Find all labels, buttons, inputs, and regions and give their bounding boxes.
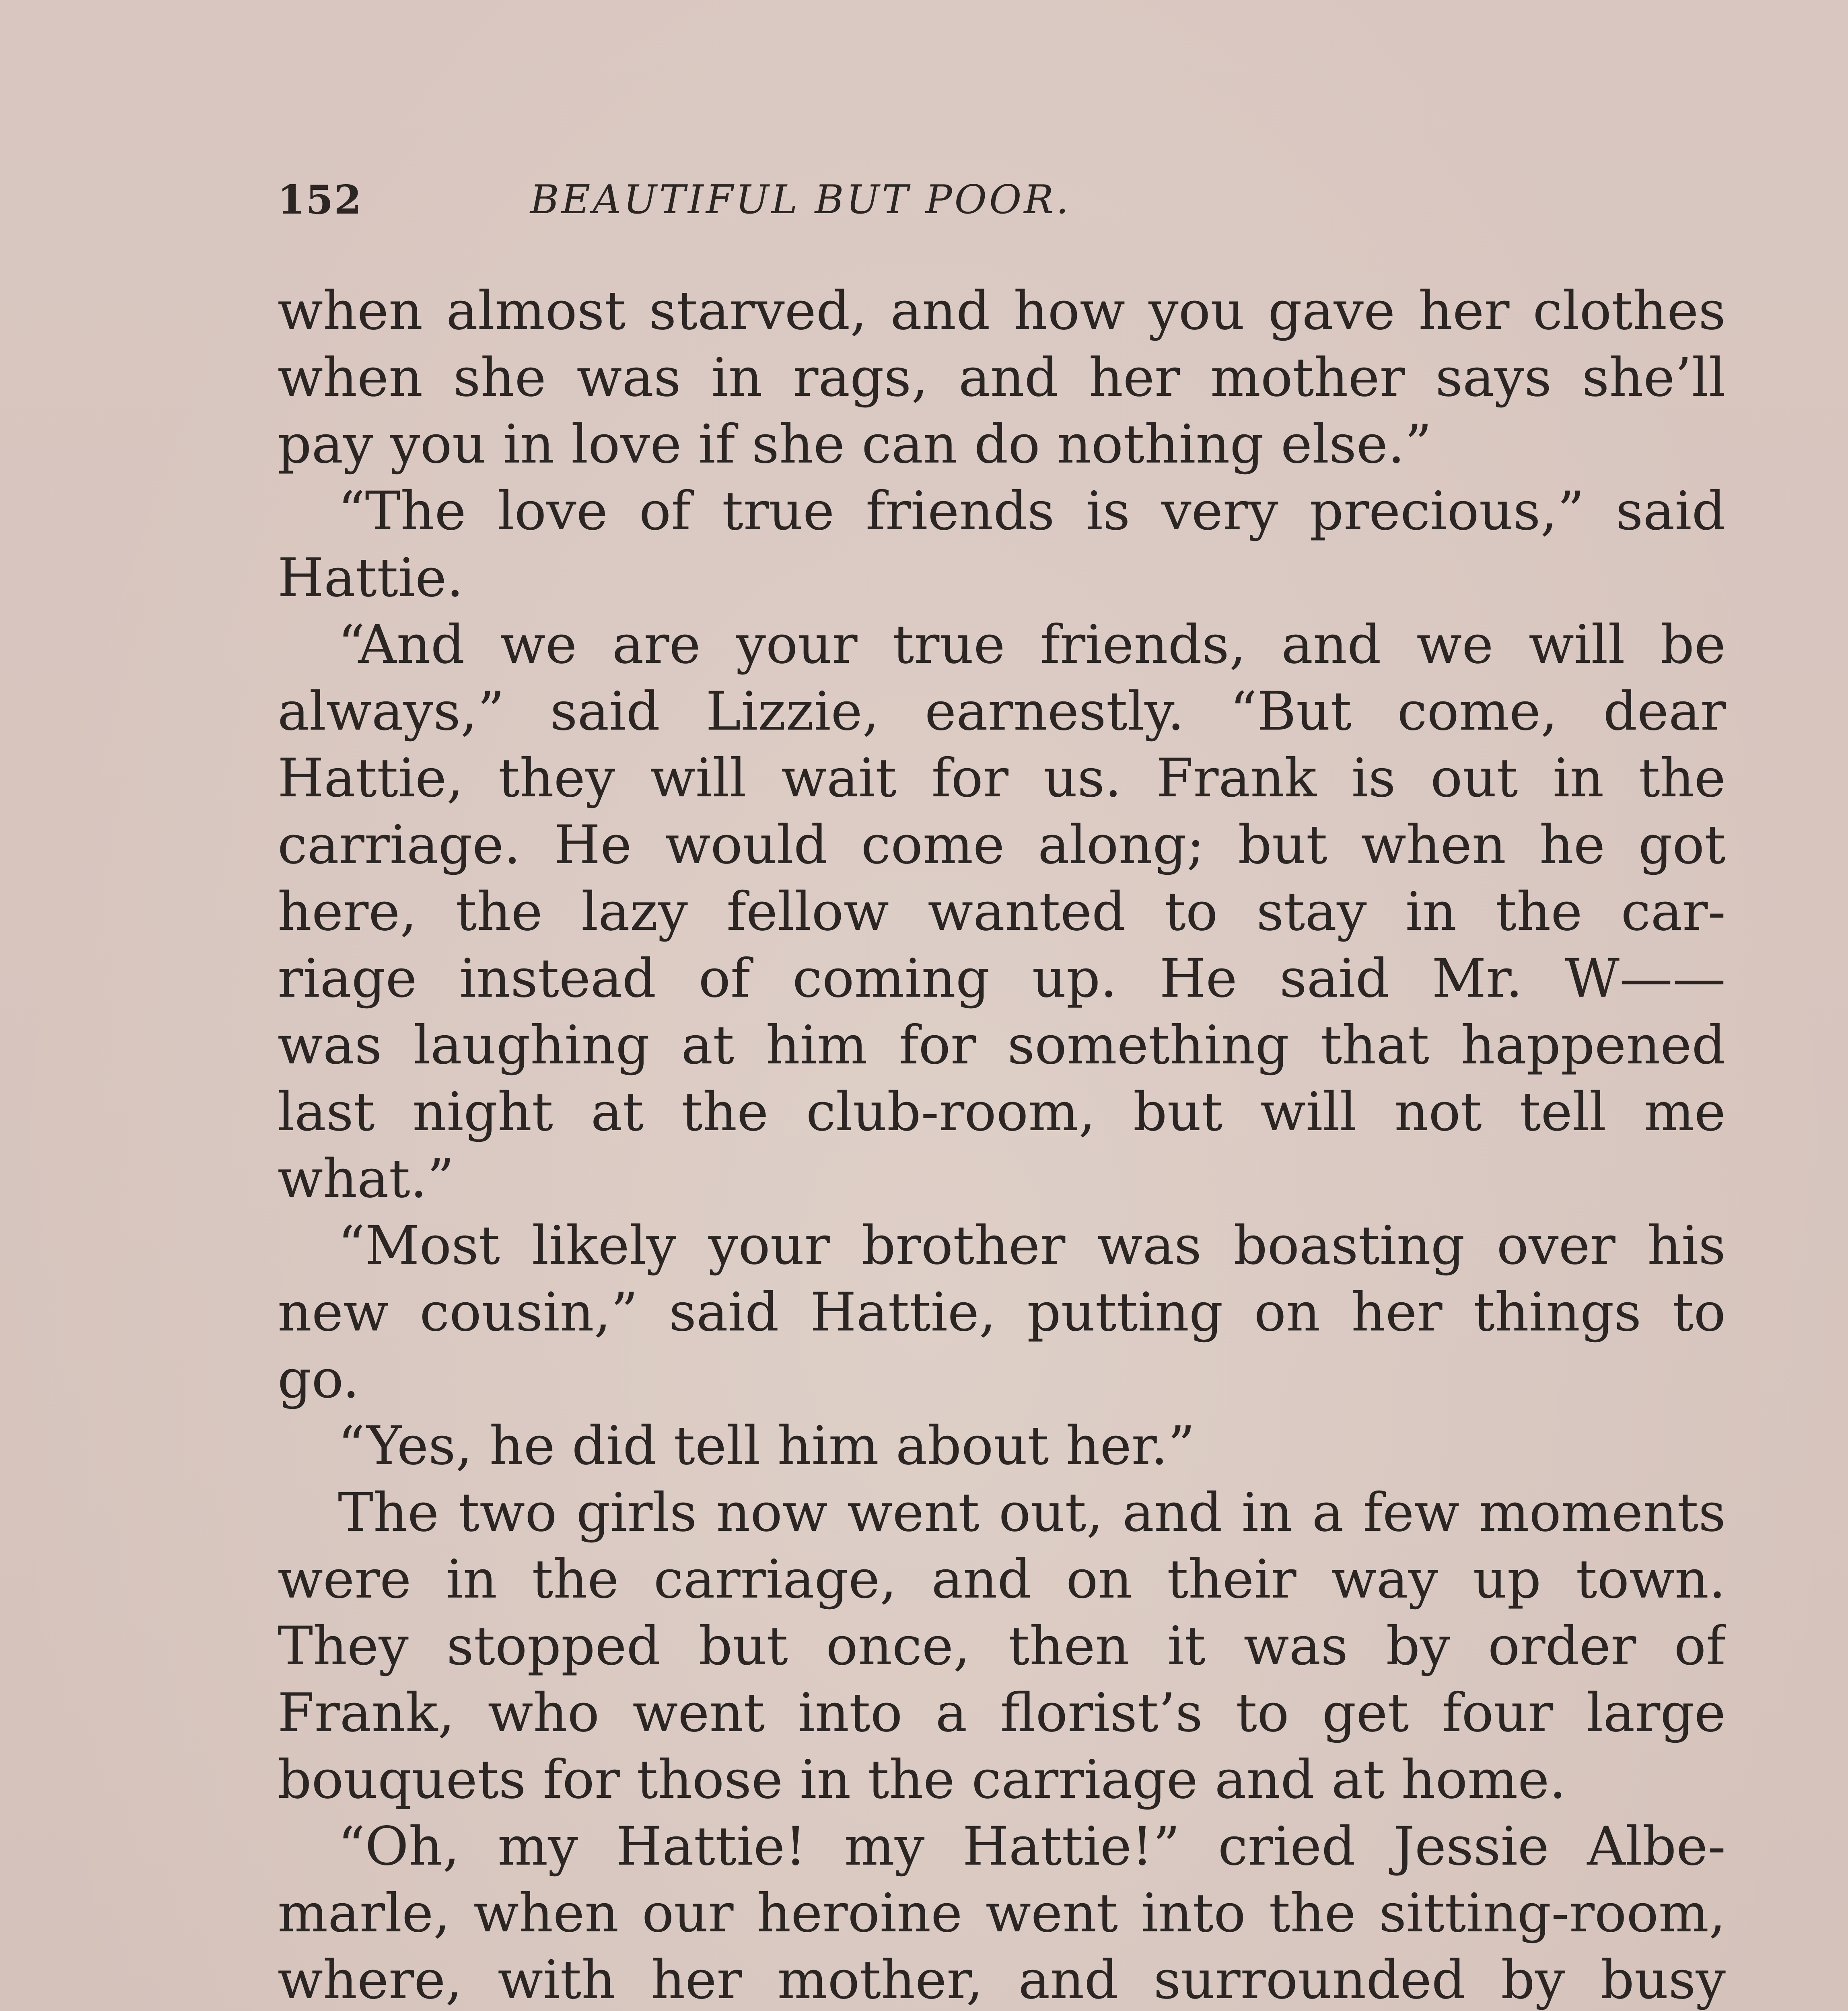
text-line: Hattie. [278,547,464,609]
text-line: They stopped but once, then it was by order of [278,1615,1726,1677]
text-line: what.” [278,1148,455,1210]
text-line: “And we are your true friends, and we will be [338,614,1726,676]
text-line: where, with her mother, and surrounded by busy [278,1949,1726,2011]
text-line: “The love of true friends is very precious,” said [338,480,1726,542]
text-line: “Oh, my Hattie! my Hattie!” cried Jessie Albe- [338,1816,1726,1877]
page-header [278,177,1726,241]
text-line: new cousin,” said Hattie, putting on her things to [278,1281,1726,1343]
text-line: were in the carriage, and on their way up town. [278,1548,1726,1610]
text-line: “Most likely your brother was boasting over his [338,1215,1726,1277]
body-text [278,278,1726,2011]
text-line: Hattie, they will wait for us. Frank is out in the [278,747,1726,809]
text-line: was laughing at him for something that happened [278,1014,1726,1076]
text-line: riage instead of coming up. He said Mr. W—— [278,948,1726,1010]
page-number: 152 [278,177,362,223]
text-line: marle, when our heroine went into the sitting-room, [278,1882,1726,1944]
text-line: go. [278,1348,360,1410]
text-line: bouquets for those in the carriage and at home. [278,1749,1566,1811]
text-line: pay you in love if she can do nothing else.” [278,413,1432,475]
text-line: when she was in rags, and her mother says she’ll [278,347,1726,409]
text-line: when almost starved, and how you gave her clothes [278,280,1726,342]
text-line: The two girls now went out, and in a few moments [338,1482,1726,1544]
text-line: here, the lazy fellow wanted to stay in the car- [278,881,1726,943]
running-title: BEAUTIFUL BUT POOR. [530,177,1071,223]
text-line: last night at the club-room, but will not tell me [278,1081,1726,1143]
text-line: always,” said Lizzie, earnestly. “But come, dear [278,681,1726,742]
text-line: carriage. He would come along; but when he got [278,814,1726,876]
text-line: “Yes, he did tell him about her.” [338,1415,1195,1477]
text-line: Frank, who went into a florist’s to get four large [278,1682,1726,1744]
